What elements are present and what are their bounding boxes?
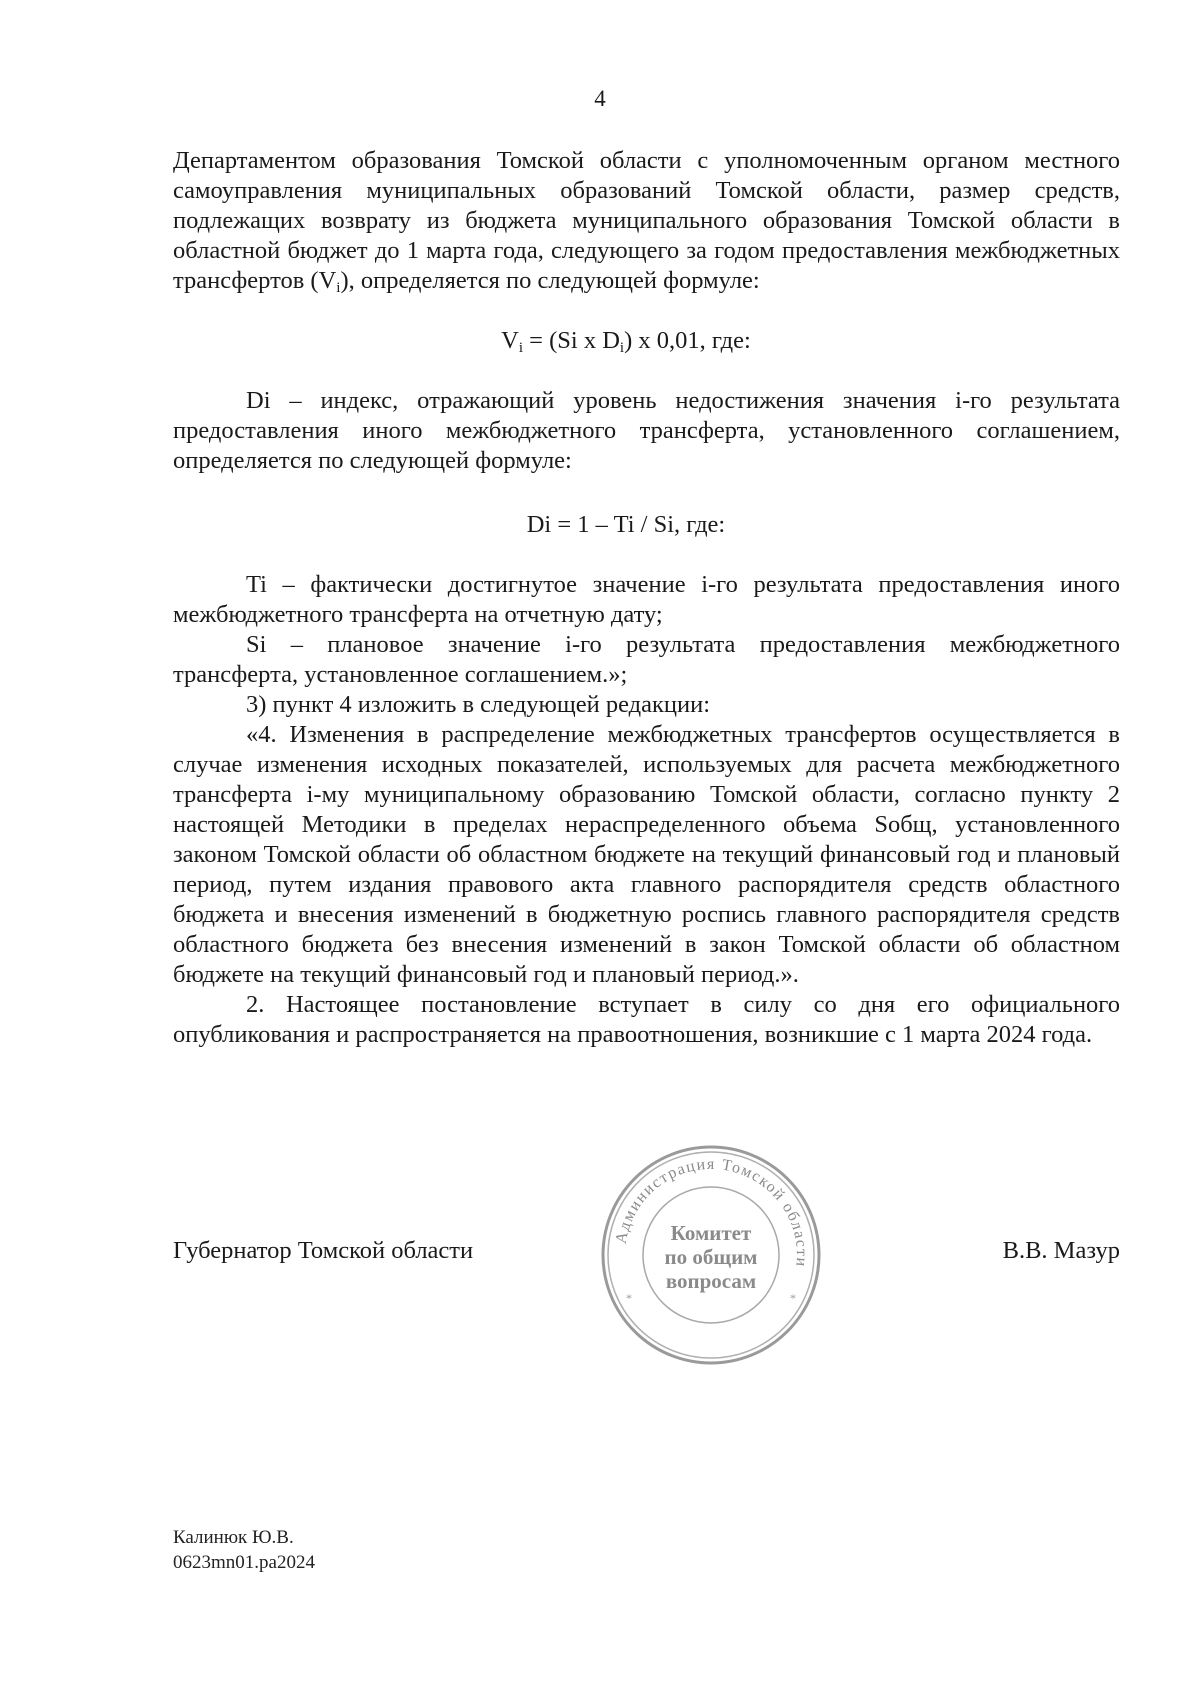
body-paragraphs (173, 570, 1120, 1050)
signatory-name: В.В. Мазур (1002, 1237, 1120, 1264)
formula-v-lhs-sub: i (518, 340, 524, 356)
footer-author: Калинюк Ю.В. (173, 1527, 294, 1548)
formula-v-mid: = (Si x D (523, 327, 620, 354)
stamp-line-3: вопросам (665, 1269, 757, 1293)
paragraph-effective-date: 2. Настоящее постановление вступает в силу со дня его официального опубликования и распространяется на правоотношения, возникшие с 1 марта 2024 года. (173, 991, 1120, 1048)
signature-row (173, 1237, 1120, 1277)
footer-code: 0623mn01.pa2024 (173, 1552, 315, 1573)
formula-v-rhs: ) x 0,01, где: (624, 327, 751, 354)
signatory-position: Губернатор Томской области (173, 1237, 474, 1264)
di-definition-block (173, 386, 1120, 476)
page-number: 4 (594, 86, 606, 111)
intro-subscript: i (336, 280, 341, 296)
paragraph-item-4: «4. Изменения в распределение межбюджетных трансфертов осуществляется в случае изменения исходных показателей, используемых для расчета межбюджетного трансферта i-му муниципальному образованию Томской области, согласно пункту 2 настоящей Методики в пределах нераспределенного объема Sобщ, установленного законом Томской области об областном бюджете на текущий финансовый год и плановый период, путем издания правового акта главного распорядителя средств областного бюджета и внесения изменений в бюджетную роспись главного распорядителя средств областного бюджета без внесения изменений в закон Томской области об областном бюджете на текущий финансовый год и плановый период.». (173, 721, 1120, 988)
formula-v-mid-sub: i (619, 340, 625, 356)
stamp-star-left: * (626, 1291, 632, 1305)
paragraph-item-3: 3) пункт 4 изложить в следующей редакции: (246, 691, 711, 718)
formula-v-lhs: V (501, 327, 519, 354)
stamp-line-1: Комитет (670, 1221, 752, 1245)
stamp-line-2: по общим (664, 1245, 758, 1269)
document-footer (173, 1525, 315, 1575)
stamp-ring-text: Администрация Томской области (612, 1155, 811, 1269)
paragraph-ti: Ti – фактически достигнутое значение i-го результата предоставления иного межбюджетного трансферта на отчетную дату; (173, 571, 1120, 628)
formula-d: Di = 1 – Ti / Si, где: (526, 511, 726, 538)
di-definition: Di – индекс, отражающий уровень недостижения значения i-го результата предоставления иного межбюджетного трансферта, установленного соглашением, определяется по следующей формуле: (173, 387, 1120, 474)
intro-paragraph (173, 146, 1120, 303)
stamp-star-right: * (790, 1291, 796, 1305)
formula-v (0, 326, 1200, 363)
paragraph-si: Si – плановое значение i-го результата предоставления межбюджетного трансферта, установленное соглашением.»; (173, 631, 1120, 688)
intro-text-end: ), определяется по следующей формуле: (340, 267, 760, 294)
intro-text: Департаментом образования Томской области с уполномоченным органом местного самоуправления муниципальных образований Томской области, размер средств, подлежащих возврату из бюджета муниципального образования Томской области в областной бюджет до 1 марта года, следующего за годом предоставления межбюджетных трансфертов (V (173, 147, 1120, 294)
